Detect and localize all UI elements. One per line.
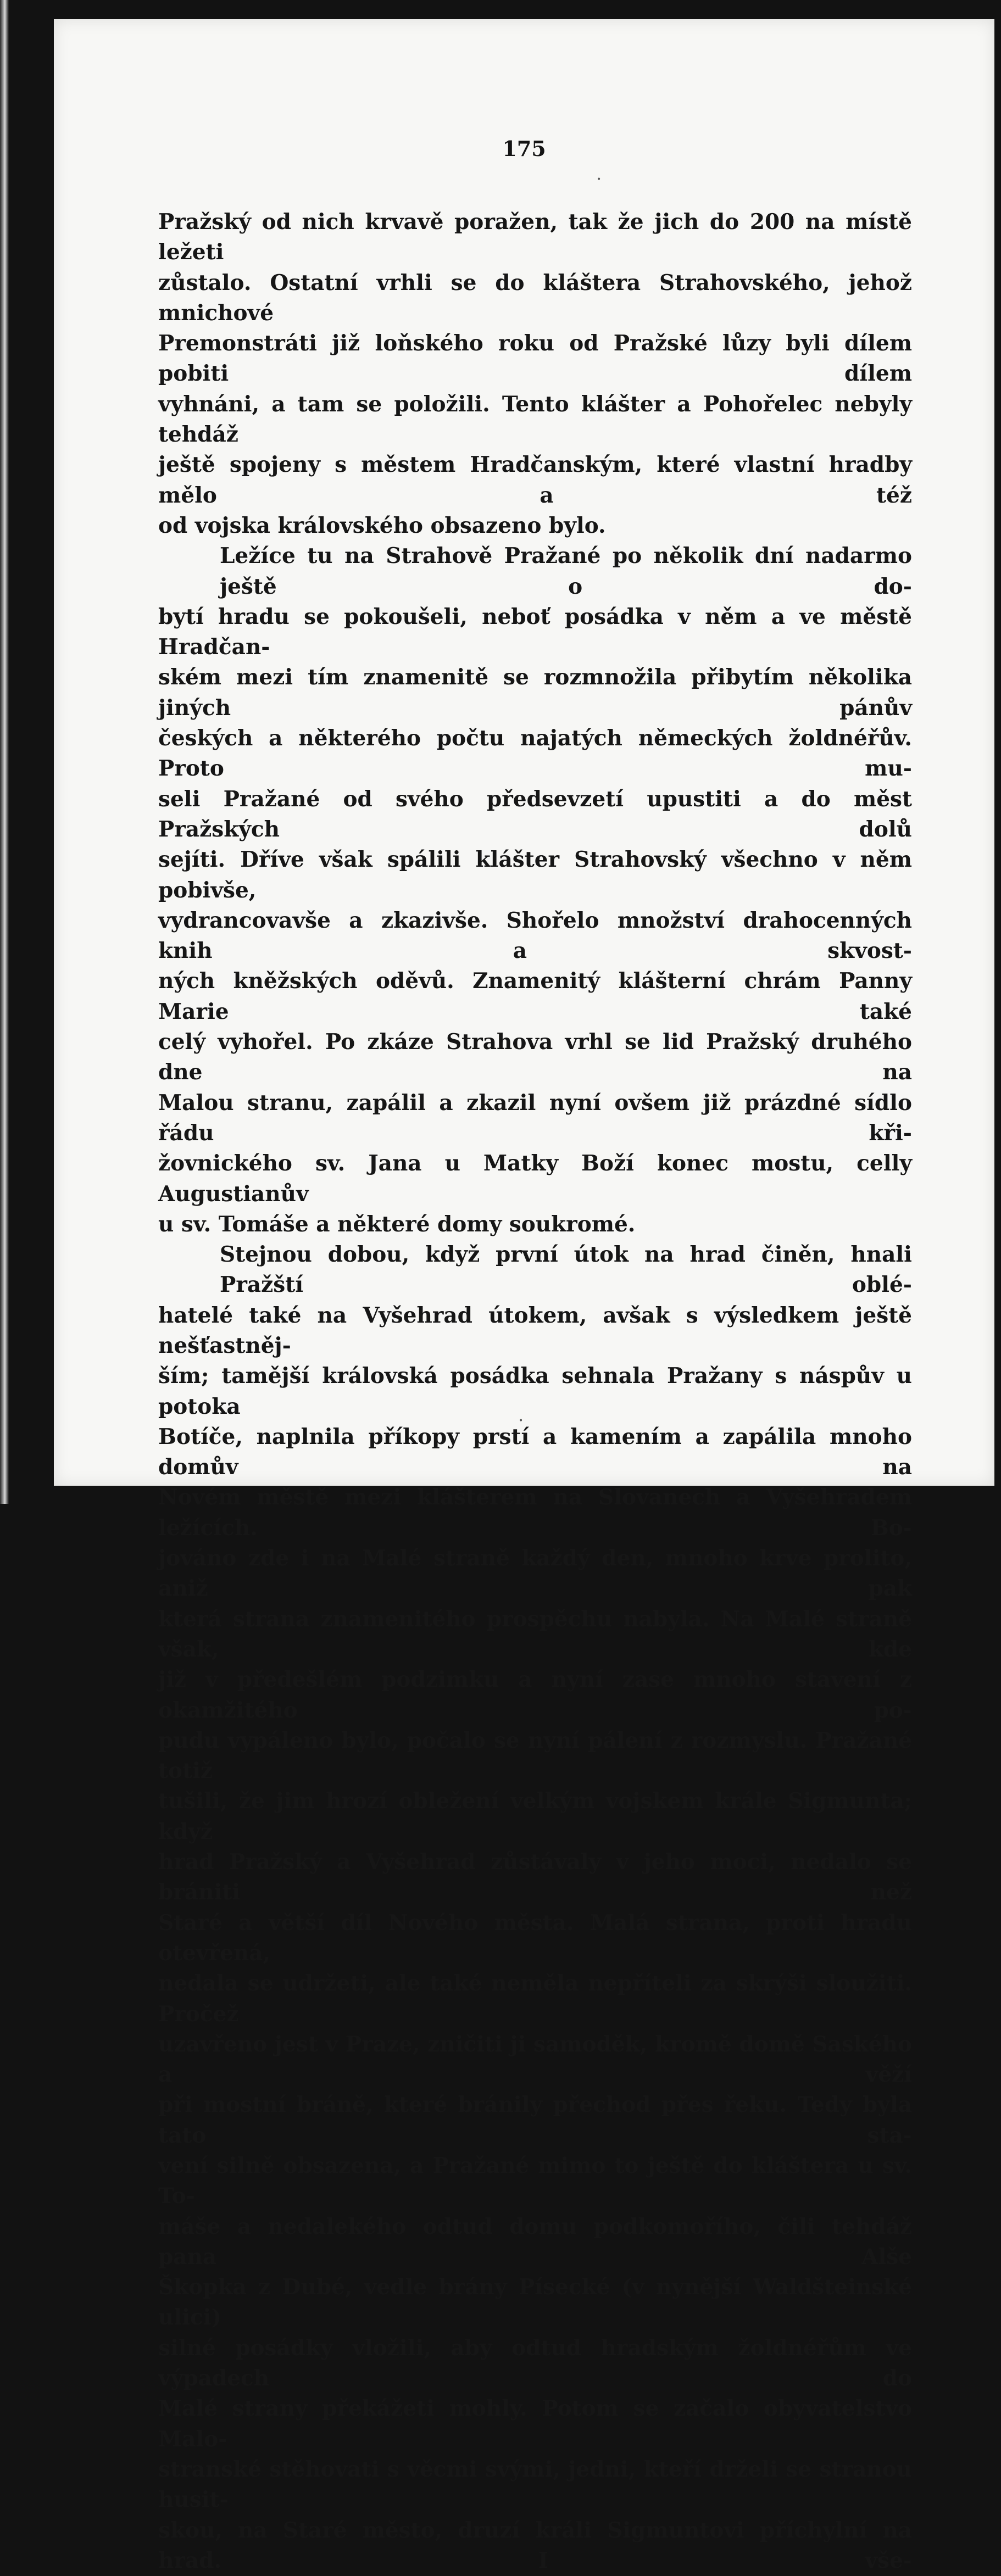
text-line: ském mezi tím znamenitě se rozmnožila přibytím několika jiných pánův	[158, 665, 912, 721]
text-line: máše a nedalekého odtud domu podkomořího, čili tehdáž pana Alše	[158, 2213, 912, 2270]
text-line: stranské stěhovati s věcmi svými, jedni, kteří drželi se stranou husit-	[158, 2456, 912, 2513]
text-line: celý vyhořel. Po zkáze Strahova vrhl se lid Pražský druhého dne na	[158, 1029, 912, 1085]
paragraph-2	[158, 541, 912, 1240]
text-line: od vojska královského obsazeno bylo.	[158, 512, 606, 538]
text-line: zůstalo. Ostatní vrhli se do kláštera Strahovského, jehož mnichové	[158, 270, 912, 326]
text-line: jováno zde i na Malé straně každý den, mnoho krve prolito, aniž pak	[158, 1546, 912, 1602]
text-line: vení silně obsazena, a Pražané mimo to ještě do kláštera u sv. To-	[158, 2153, 912, 2209]
paragraph-1	[158, 207, 912, 541]
book-page	[54, 19, 994, 2573]
text-line: Pražský od nich krvavě poražen, tak že jich do 200 na místě ležeti	[158, 209, 912, 265]
text-line: nedala se udržeti, ale také neměla nepříteli za skrýši sloužiti. Pročež	[158, 1971, 912, 2027]
text-line: u sv. Tomáše a některé domy soukromé.	[158, 1211, 636, 1237]
text-line: skou, na Staré město, druzí králi Sigmuntovi příchylní na hrad. I vše-	[158, 2517, 912, 2573]
text-line: Staré a větší díl Nového města. Malá strana, proti hradu otevřená,	[158, 1910, 912, 1966]
text-line: při mostní bráně, které bránily přechod přes řeku. Tedy byla tato sta-	[158, 2092, 912, 2148]
text-line: českých a některého počtu najatých německých žoldnéřův. Proto mu-	[158, 726, 912, 782]
text-line: Ležíce tu na Strahově Pražané po několik dní nadarmo ještě o do-	[220, 543, 912, 599]
text-line: bytí hradu se pokoušeli, neboť posádka v něm a ve městě Hradčan-	[158, 604, 912, 660]
text-line: silné posádky vložili, aby odtud hradským žoldnéřům ve výpadech do	[158, 2335, 912, 2391]
text-line: žovnického sv. Jana u Matky Boží konec mostu, celly Augustianův	[158, 1151, 912, 1207]
paragraph-3	[158, 1240, 912, 2576]
text-line: hrad Pražský a Vyšehrad zůstávaly v jeho moci, nedalo se brániti než	[158, 1849, 912, 1905]
text-line: již v předešlém podzimku a nyní zase mnoho stavení z okamžitého po-	[158, 1667, 912, 1723]
text-line: uzavřeno jest v Praze, zničiti ji samoděk, kromě domě Saského a věží	[158, 2031, 912, 2088]
text-line: tušili, že jim hrozí obležení velkým vojskem krále Sigmunta; když	[158, 1788, 912, 1844]
page-number: 175	[502, 136, 546, 161]
text-line: ším; tamější královská posádka sehnala Pražany s náspův u potoka	[158, 1363, 912, 1419]
text-line: ještě spojeny s městem Hradčanským, které vlastní hradby mělo a též	[158, 452, 912, 508]
text-line: sejíti. Dříve však spálili klášter Strahovský všechno v něm pobivše,	[158, 847, 912, 903]
text-line: Malou stranu, zapálil a zkazil nyní ovšem již prázdné sídlo řádu kři-	[158, 1090, 912, 1146]
text-line: Botíče, naplnila příkopy prstí a kamením a zapálila mnoho domův na	[158, 1424, 912, 1480]
print-speck: •	[519, 1417, 524, 1425]
text-line: hatelé také na Vyšehrad útokem, avšak s výsledkem ještě nešťastněj-	[158, 1302, 912, 1358]
print-speck: •	[597, 175, 602, 184]
text-line: která strana znamenitého prospěchu nabyla. Na Malé straně však, kde	[158, 1606, 912, 1662]
text-line: vyhnáni, a tam se položili. Tento klášter a Pohořelec nebyly tehdáž	[158, 391, 912, 448]
text-line: pudu vypáleno bylo, počalo se nyní pálení z rozmyslu. Pražané totiž	[158, 1727, 912, 1784]
text-line: Stejnou dobou, když první útok na hrad činěn, hnali Pražští oblé-	[220, 1242, 912, 1298]
text-line: seli Pražané od svého předsevzetí upustiti a do měst Pražských dolů	[158, 786, 912, 842]
text-line: Škopka z Dubé, vedle brány Písecké (v nynější Waldšteinské ulici)	[158, 2274, 912, 2330]
text-line: Premonstráti již loňského roku od Pražské lůzy byli dílem pobiti dílem	[158, 331, 912, 387]
body-text	[158, 207, 912, 2576]
adjacent-page-edge	[0, 0, 9, 1504]
text-line: Malé strany překážeti mohly. Potom se začalo obyvatelstvo Malo-	[158, 2396, 912, 2452]
text-line: ných kněžských oděvů. Znamenitý klášterní chrám Panny Marie také	[158, 968, 912, 1024]
text-line: vydrancovavše a zkazivše. Shořelo množství drahocenných knih a skvost-	[158, 907, 912, 964]
text-line: Novém městě mezi klášterem na Slovanech a Vyšehradem ležících. Bo-	[158, 1485, 912, 1541]
